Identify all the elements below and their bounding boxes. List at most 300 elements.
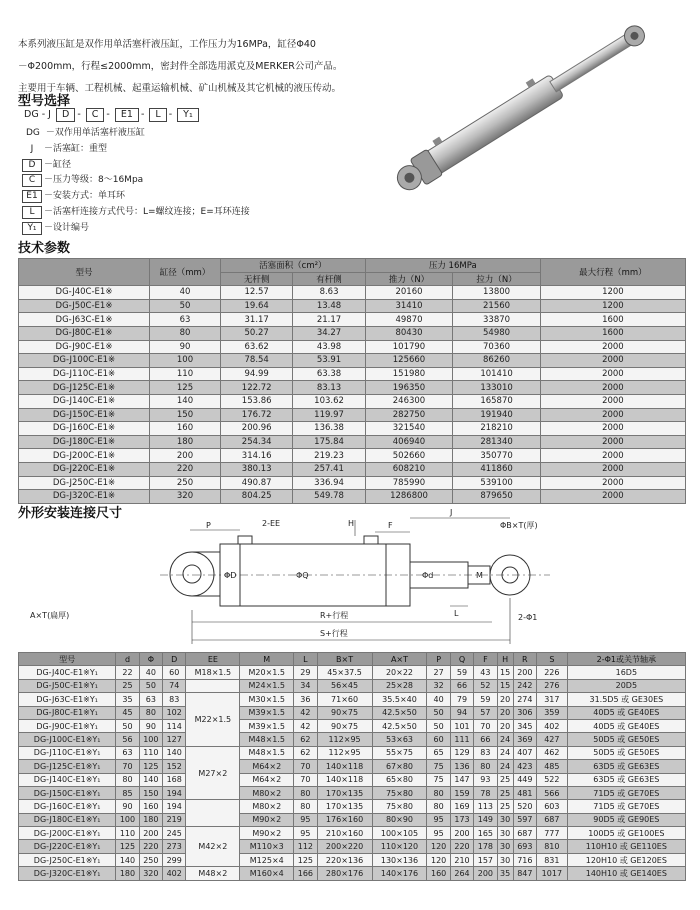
table-row xyxy=(19,449,686,463)
table-row xyxy=(19,853,686,866)
table-cell: 2000 xyxy=(540,462,685,476)
table-cell: 194 xyxy=(163,786,186,799)
table-cell: 219.23 xyxy=(293,449,365,463)
table-row xyxy=(19,679,686,692)
table-cell: 75×80 xyxy=(372,786,427,799)
table-cell: 2000 xyxy=(540,408,685,422)
intro-text xyxy=(18,34,378,100)
table-cell: 101 xyxy=(450,719,473,732)
table-cell: 101410 xyxy=(453,367,541,381)
table-row xyxy=(19,693,686,706)
table-cell: 78 xyxy=(474,786,497,799)
table-cell: DG-J125C-E1※Y₁ xyxy=(19,760,116,773)
table-cell: 33870 xyxy=(453,313,541,327)
table-cell: 119.97 xyxy=(293,408,365,422)
table-cell: DG-J320C-E1※ xyxy=(19,490,150,504)
table-cell: DG-J200C-E1※Y₁ xyxy=(19,827,116,840)
table-cell: 176×160 xyxy=(317,813,372,826)
table-cell: 160 xyxy=(150,422,221,436)
table-cell: 13800 xyxy=(453,286,541,300)
table-cell: 481 xyxy=(513,786,536,799)
table-cell: 196350 xyxy=(365,381,453,395)
table-cell: 130×136 xyxy=(372,853,427,866)
table-cell: 407 xyxy=(513,746,536,759)
table-cell: 40D5 或 GE40ES xyxy=(567,706,685,719)
table-cell: DG-J160C-E1※Y₁ xyxy=(19,800,116,813)
table-row xyxy=(19,706,686,719)
table-cell: 200 xyxy=(150,449,221,463)
table-cell: 90×75 xyxy=(317,719,372,732)
table-cell: 320 xyxy=(150,490,221,504)
table-header-cell: R xyxy=(513,653,536,666)
table-cell: 1200 xyxy=(540,299,685,313)
intro-line-2: －Φ200mm，行程≤2000mm，密封件全部选用派克及MERKER公司产品。 xyxy=(18,61,343,72)
table-cell: 70 xyxy=(294,760,317,773)
table-header-cell: S xyxy=(537,653,568,666)
table-header-cell: P xyxy=(427,653,450,666)
table-cell: 29 xyxy=(294,666,317,679)
label-p: P xyxy=(206,521,211,530)
table-cell: 200.96 xyxy=(221,422,293,436)
table-cell-ee: M42×2 xyxy=(186,827,240,867)
table-cell: 140×118 xyxy=(317,760,372,773)
table-cell: 102 xyxy=(163,706,186,719)
table-cell: 2000 xyxy=(540,367,685,381)
table-cell: 30 xyxy=(497,827,513,840)
table-header-cell: Q xyxy=(450,653,473,666)
table-cell: 151980 xyxy=(365,367,453,381)
table-cell: 210×160 xyxy=(317,827,372,840)
table-cell: M64×2 xyxy=(240,773,294,786)
table-cell: 70 xyxy=(116,760,139,773)
label-bxt: ΦB×T(厚) xyxy=(500,521,538,530)
table-cell: 13.48 xyxy=(293,299,365,313)
table-cell: M30×1.5 xyxy=(240,693,294,706)
table-cell: 31.5D5 或 GE30ES xyxy=(567,693,685,706)
table-cell: 100D5 或 GE100ES xyxy=(567,827,685,840)
table-cell: 2000 xyxy=(540,394,685,408)
table-cell: 71D5 或 GE70ES xyxy=(567,800,685,813)
code-box-l: L xyxy=(149,108,166,122)
code-box-y1: Y₁ xyxy=(177,108,199,122)
table-cell: M90×2 xyxy=(240,813,294,826)
table-cell: 95 xyxy=(294,827,317,840)
legend-key: C xyxy=(22,174,42,187)
table-cell: 80 xyxy=(427,800,450,813)
table-header-cell: L xyxy=(294,653,317,666)
table-cell: DG-J110C-E1※Y₁ xyxy=(19,746,116,759)
legend-key: D xyxy=(22,159,42,172)
table-cell: 24 xyxy=(497,760,513,773)
table-cell: 42 xyxy=(294,719,317,732)
legend-text: －压力等级：8～16Mpa xyxy=(44,175,144,186)
table-cell: 175.84 xyxy=(293,435,365,449)
table-cell: DG-J63C-E1※ xyxy=(19,313,150,327)
table-cell: M80×2 xyxy=(240,786,294,799)
table-cell: 226 xyxy=(537,666,568,679)
table-cell: 125660 xyxy=(365,354,453,368)
code-sep: - xyxy=(140,109,145,120)
table-cell: 15 xyxy=(497,666,513,679)
table-cell: 180 xyxy=(116,867,139,880)
table-cell: 63.38 xyxy=(293,367,365,381)
table-row xyxy=(19,840,686,853)
table-cell: 43.98 xyxy=(293,340,365,354)
label-l: L xyxy=(454,609,459,618)
table-cell: 153.86 xyxy=(221,394,293,408)
table-cell: 32 xyxy=(427,679,450,692)
table-cell: 25 xyxy=(497,800,513,813)
table-cell: 21560 xyxy=(453,299,541,313)
table-cell: 125 xyxy=(294,853,317,866)
table-cell: DG-J200C-E1※ xyxy=(19,449,150,463)
table-cell: 112×95 xyxy=(317,733,372,746)
table-cell: 12.57 xyxy=(221,286,293,300)
table-row xyxy=(19,733,686,746)
table-row xyxy=(19,746,686,759)
table-cell: 53×63 xyxy=(372,733,427,746)
table-cell: 462 xyxy=(537,746,568,759)
table-cell: 56 xyxy=(116,733,139,746)
table-cell: 103.62 xyxy=(293,394,365,408)
table-cell: 30 xyxy=(497,853,513,866)
model-code-line xyxy=(24,108,201,122)
table-cell: 427 xyxy=(537,733,568,746)
table-cell: 170×135 xyxy=(317,800,372,813)
table-cell: 90 xyxy=(116,800,139,813)
th-stroke: 最大行程（mm） xyxy=(540,259,685,286)
table-cell: 831 xyxy=(537,853,568,866)
table-cell: 220 xyxy=(139,840,162,853)
table-cell: 136.38 xyxy=(293,422,365,436)
table-cell: 31.17 xyxy=(221,313,293,327)
table-cell: DG-J220C-E1※Y₁ xyxy=(19,840,116,853)
table-cell: 42.5×50 xyxy=(372,719,427,732)
table-cell: 147 xyxy=(450,773,473,786)
legend-key: Y₁ xyxy=(22,222,42,235)
table-row xyxy=(19,800,686,813)
table-cell: 520 xyxy=(513,800,536,813)
table-cell: 282750 xyxy=(365,408,453,422)
table-row xyxy=(19,354,686,368)
table-cell: 180 xyxy=(139,813,162,826)
table-cell: M160×4 xyxy=(240,867,294,880)
table-cell: 50.27 xyxy=(221,326,293,340)
table-cell: DG-J90C-E1※Y₁ xyxy=(19,719,116,732)
intro-line-3: 主要用于车辆、工程机械、起重运输机械、矿山机械及其它机械的液压传动。 xyxy=(18,83,342,94)
table-cell: 220×136 xyxy=(317,853,372,866)
table-cell: 34.27 xyxy=(293,326,365,340)
table-cell: DG-J320C-E1※Y₁ xyxy=(19,867,116,880)
table-header-cell: M xyxy=(240,653,294,666)
tech-params-heading: 技术参数 xyxy=(18,241,71,256)
table-cell: 150 xyxy=(150,408,221,422)
table-cell: 810 xyxy=(537,840,568,853)
legend-row xyxy=(22,142,250,158)
table-cell: M125×4 xyxy=(240,853,294,866)
table-cell: 2000 xyxy=(540,449,685,463)
table-cell: 110 xyxy=(139,746,162,759)
table-cell: 402 xyxy=(537,719,568,732)
table-cell: 114 xyxy=(163,719,186,732)
table-cell: 276 xyxy=(537,679,568,692)
table-cell: M48×1.5 xyxy=(240,733,294,746)
table-cell: 2000 xyxy=(540,422,685,436)
label-ee: 2-EE xyxy=(262,519,281,528)
table-cell: 50 xyxy=(150,299,221,313)
table-cell: DG-J220C-E1※ xyxy=(19,462,150,476)
table-header-cell: H xyxy=(497,653,513,666)
table-cell: 1200 xyxy=(540,286,685,300)
table-cell: 25×28 xyxy=(372,679,427,692)
legend-row xyxy=(22,189,250,205)
th-area-rodless: 无杆侧 xyxy=(221,272,293,286)
table-cell: DG-J40C-E1※Y₁ xyxy=(19,666,116,679)
table-cell: 80 xyxy=(294,800,317,813)
table-cell: 110 xyxy=(116,827,139,840)
table-cell: 122.72 xyxy=(221,381,293,395)
table-cell: 20 xyxy=(497,719,513,732)
table-cell: 136 xyxy=(450,760,473,773)
table-cell-ee xyxy=(186,679,240,692)
table-header-cell: 2-Φ1或关节轴承 xyxy=(567,653,685,666)
table-cell: 70 xyxy=(474,719,497,732)
table-cell: 30 xyxy=(497,840,513,853)
table-cell: 180 xyxy=(150,435,221,449)
table-cell: 113 xyxy=(474,800,497,813)
table-cell: 608210 xyxy=(365,462,453,476)
table-row xyxy=(19,719,686,732)
table-cell: 522 xyxy=(537,773,568,786)
table-row xyxy=(19,313,686,327)
table-cell: 140H10 或 GE140ES xyxy=(567,867,685,880)
table-row xyxy=(19,462,686,476)
th-area: 活塞面积（cm²） xyxy=(221,259,366,273)
table-cell: M20×1.5 xyxy=(240,666,294,679)
table-cell: 40D5 或 GE40ES xyxy=(567,719,685,732)
table-row xyxy=(19,773,686,786)
table-cell: 140×118 xyxy=(317,773,372,786)
table-cell: 35 xyxy=(116,693,139,706)
table-cell: 1600 xyxy=(540,326,685,340)
table-cell: 597 xyxy=(513,813,536,826)
table-header-cell: d xyxy=(116,653,139,666)
label-s: S+行程 xyxy=(320,629,348,638)
table-cell: 2000 xyxy=(540,435,685,449)
table-cell: 62 xyxy=(294,746,317,759)
table-cell: 159 xyxy=(450,786,473,799)
table-cell: 879650 xyxy=(453,490,541,504)
table-cell: 250 xyxy=(139,853,162,866)
table-cell: 100×105 xyxy=(372,827,427,840)
table-cell: 220 xyxy=(450,840,473,853)
table-cell: 411860 xyxy=(453,462,541,476)
table-cell: 90×75 xyxy=(317,706,372,719)
table-cell: 50 xyxy=(116,719,139,732)
legend-key: L xyxy=(22,206,42,219)
table-cell: 242 xyxy=(513,679,536,692)
table-cell: 200 xyxy=(513,666,536,679)
table-header-cell: F xyxy=(474,653,497,666)
table-cell: 63D5 或 GE63ES xyxy=(567,760,685,773)
table-cell: 112 xyxy=(294,840,317,853)
label-phi-q: ΦQ xyxy=(296,571,309,580)
table-cell: 59 xyxy=(474,693,497,706)
table-cell: 70 xyxy=(294,773,317,786)
code-sep: - xyxy=(106,109,110,120)
table-cell: 22 xyxy=(116,666,139,679)
table-cell: 218210 xyxy=(453,422,541,436)
table-cell: 406940 xyxy=(365,435,453,449)
code-box-d: D xyxy=(56,108,75,122)
table-cell: 120 xyxy=(427,840,450,853)
table-row xyxy=(19,408,686,422)
table-cell: DG-J100C-E1※ xyxy=(19,354,150,368)
dimensions-heading: 外形安装连接尺寸 xyxy=(18,506,123,521)
intro-line-1: 本系列液压缸是双作用单活塞杆液压缸，工作压力为16MPa，缸径Φ40 xyxy=(18,39,316,50)
table-cell: 490.87 xyxy=(221,476,293,490)
table-cell: 8.63 xyxy=(293,286,365,300)
table-cell: 49870 xyxy=(365,313,453,327)
dimensions-body xyxy=(19,666,686,880)
table-cell: 63 xyxy=(139,693,162,706)
table-cell: 35 xyxy=(497,867,513,880)
table-cell: 250 xyxy=(150,476,221,490)
table-cell: 71×60 xyxy=(317,693,372,706)
table-cell: 369 xyxy=(513,733,536,746)
table-cell: 502660 xyxy=(365,449,453,463)
table-cell: DG-J100C-E1※Y₁ xyxy=(19,733,116,746)
table-cell: 50 xyxy=(139,679,162,692)
table-cell: 777 xyxy=(537,827,568,840)
th-pressure: 压力 16MPa xyxy=(365,259,540,273)
code-sep: - xyxy=(168,109,173,120)
table-cell: 125 xyxy=(139,760,162,773)
table-cell: 149 xyxy=(474,813,497,826)
table-cell: M90×2 xyxy=(240,827,294,840)
table-cell: 65 xyxy=(427,746,450,759)
table-cell-ee: M27×2 xyxy=(186,746,240,800)
table-cell: 53.91 xyxy=(293,354,365,368)
table-cell: DG-J150C-E1※ xyxy=(19,408,150,422)
legend-key: E1 xyxy=(22,190,42,203)
table-cell: 42 xyxy=(294,706,317,719)
table-cell: DG-J125C-E1※ xyxy=(19,381,150,395)
table-cell: 94 xyxy=(450,706,473,719)
table-cell: 79 xyxy=(450,693,473,706)
rear-eye xyxy=(170,552,214,596)
code-box-e1: E1 xyxy=(115,108,139,122)
table-cell: 2000 xyxy=(540,354,685,368)
table-row xyxy=(19,299,686,313)
table-cell: 847 xyxy=(513,867,536,880)
table-cell: 75×80 xyxy=(372,800,427,813)
table-cell: 56×45 xyxy=(317,679,372,692)
table-cell: 60 xyxy=(163,666,186,679)
table-cell: 152 xyxy=(163,760,186,773)
table-cell: 55×75 xyxy=(372,746,427,759)
table-row xyxy=(19,367,686,381)
table-cell: 100 xyxy=(139,733,162,746)
table-cell: 21.17 xyxy=(293,313,365,327)
table-cell: 133010 xyxy=(453,381,541,395)
table-cell-ee: M48×2 xyxy=(186,867,240,880)
legend-row xyxy=(22,205,250,221)
table-cell: 36 xyxy=(294,693,317,706)
table-cell: 150 xyxy=(139,786,162,799)
table-cell-ee: M18×1.5 xyxy=(186,666,240,679)
table-cell: 2000 xyxy=(540,490,685,504)
table-cell: 16D5 xyxy=(567,666,685,679)
table-cell: 220 xyxy=(150,462,221,476)
table-cell: 359 xyxy=(537,706,568,719)
table-cell: 101790 xyxy=(365,340,453,354)
table-cell: 40 xyxy=(150,286,221,300)
tech-params-body xyxy=(19,286,686,504)
table-cell: 194 xyxy=(163,800,186,813)
label-phi-small-d: Φd xyxy=(422,571,434,580)
table-cell: 25 xyxy=(497,786,513,799)
table-cell: 306 xyxy=(513,706,536,719)
table-row xyxy=(19,340,686,354)
table-cell: DG-J180C-E1※Y₁ xyxy=(19,813,116,826)
table-cell: 94.99 xyxy=(221,367,293,381)
table-cell: 83 xyxy=(474,746,497,759)
th-push: 推力（N） xyxy=(365,272,453,286)
code-legend xyxy=(22,126,250,237)
table-cell: 2000 xyxy=(540,476,685,490)
table-cell: 160 xyxy=(139,800,162,813)
table-cell: 80 xyxy=(427,786,450,799)
table-cell: 264 xyxy=(450,867,473,880)
label-j: J xyxy=(450,508,453,517)
table-cell: 273 xyxy=(163,840,186,853)
th-bore: 缸径（mm） xyxy=(150,259,221,286)
legend-key: J xyxy=(30,143,34,154)
table-cell: 59 xyxy=(450,666,473,679)
table-cell: 350770 xyxy=(453,449,541,463)
table-cell: 42.5×50 xyxy=(372,706,427,719)
table-cell: 63.62 xyxy=(221,340,293,354)
table-cell-ee xyxy=(186,800,240,827)
table-cell: 166 xyxy=(294,867,317,880)
table-cell: 19.64 xyxy=(221,299,293,313)
table-row xyxy=(19,786,686,799)
table-cell: 120 xyxy=(427,853,450,866)
table-header-cell: 型号 xyxy=(19,653,116,666)
table-cell: 20×22 xyxy=(372,666,427,679)
th-pull: 拉力（N） xyxy=(453,272,541,286)
table-cell: 140 xyxy=(116,853,139,866)
table-cell: 24 xyxy=(497,733,513,746)
table-cell: 25 xyxy=(497,773,513,786)
table-cell: 80×90 xyxy=(372,813,427,826)
table-cell: 320 xyxy=(139,867,162,880)
table-cell: 169 xyxy=(450,800,473,813)
table-cell: 336.94 xyxy=(293,476,365,490)
table-cell: 2000 xyxy=(540,340,685,354)
table-cell: 245 xyxy=(163,827,186,840)
legend-row xyxy=(22,173,250,189)
table-cell: 603 xyxy=(537,800,568,813)
label-f: F xyxy=(388,521,393,530)
table-cell: 35.5×40 xyxy=(372,693,427,706)
table-cell: 110 xyxy=(150,367,221,381)
table-cell: 687 xyxy=(513,827,536,840)
table-cell: 34 xyxy=(294,679,317,692)
table-cell: 687 xyxy=(537,813,568,826)
table-cell: DG-J140C-E1※ xyxy=(19,394,150,408)
